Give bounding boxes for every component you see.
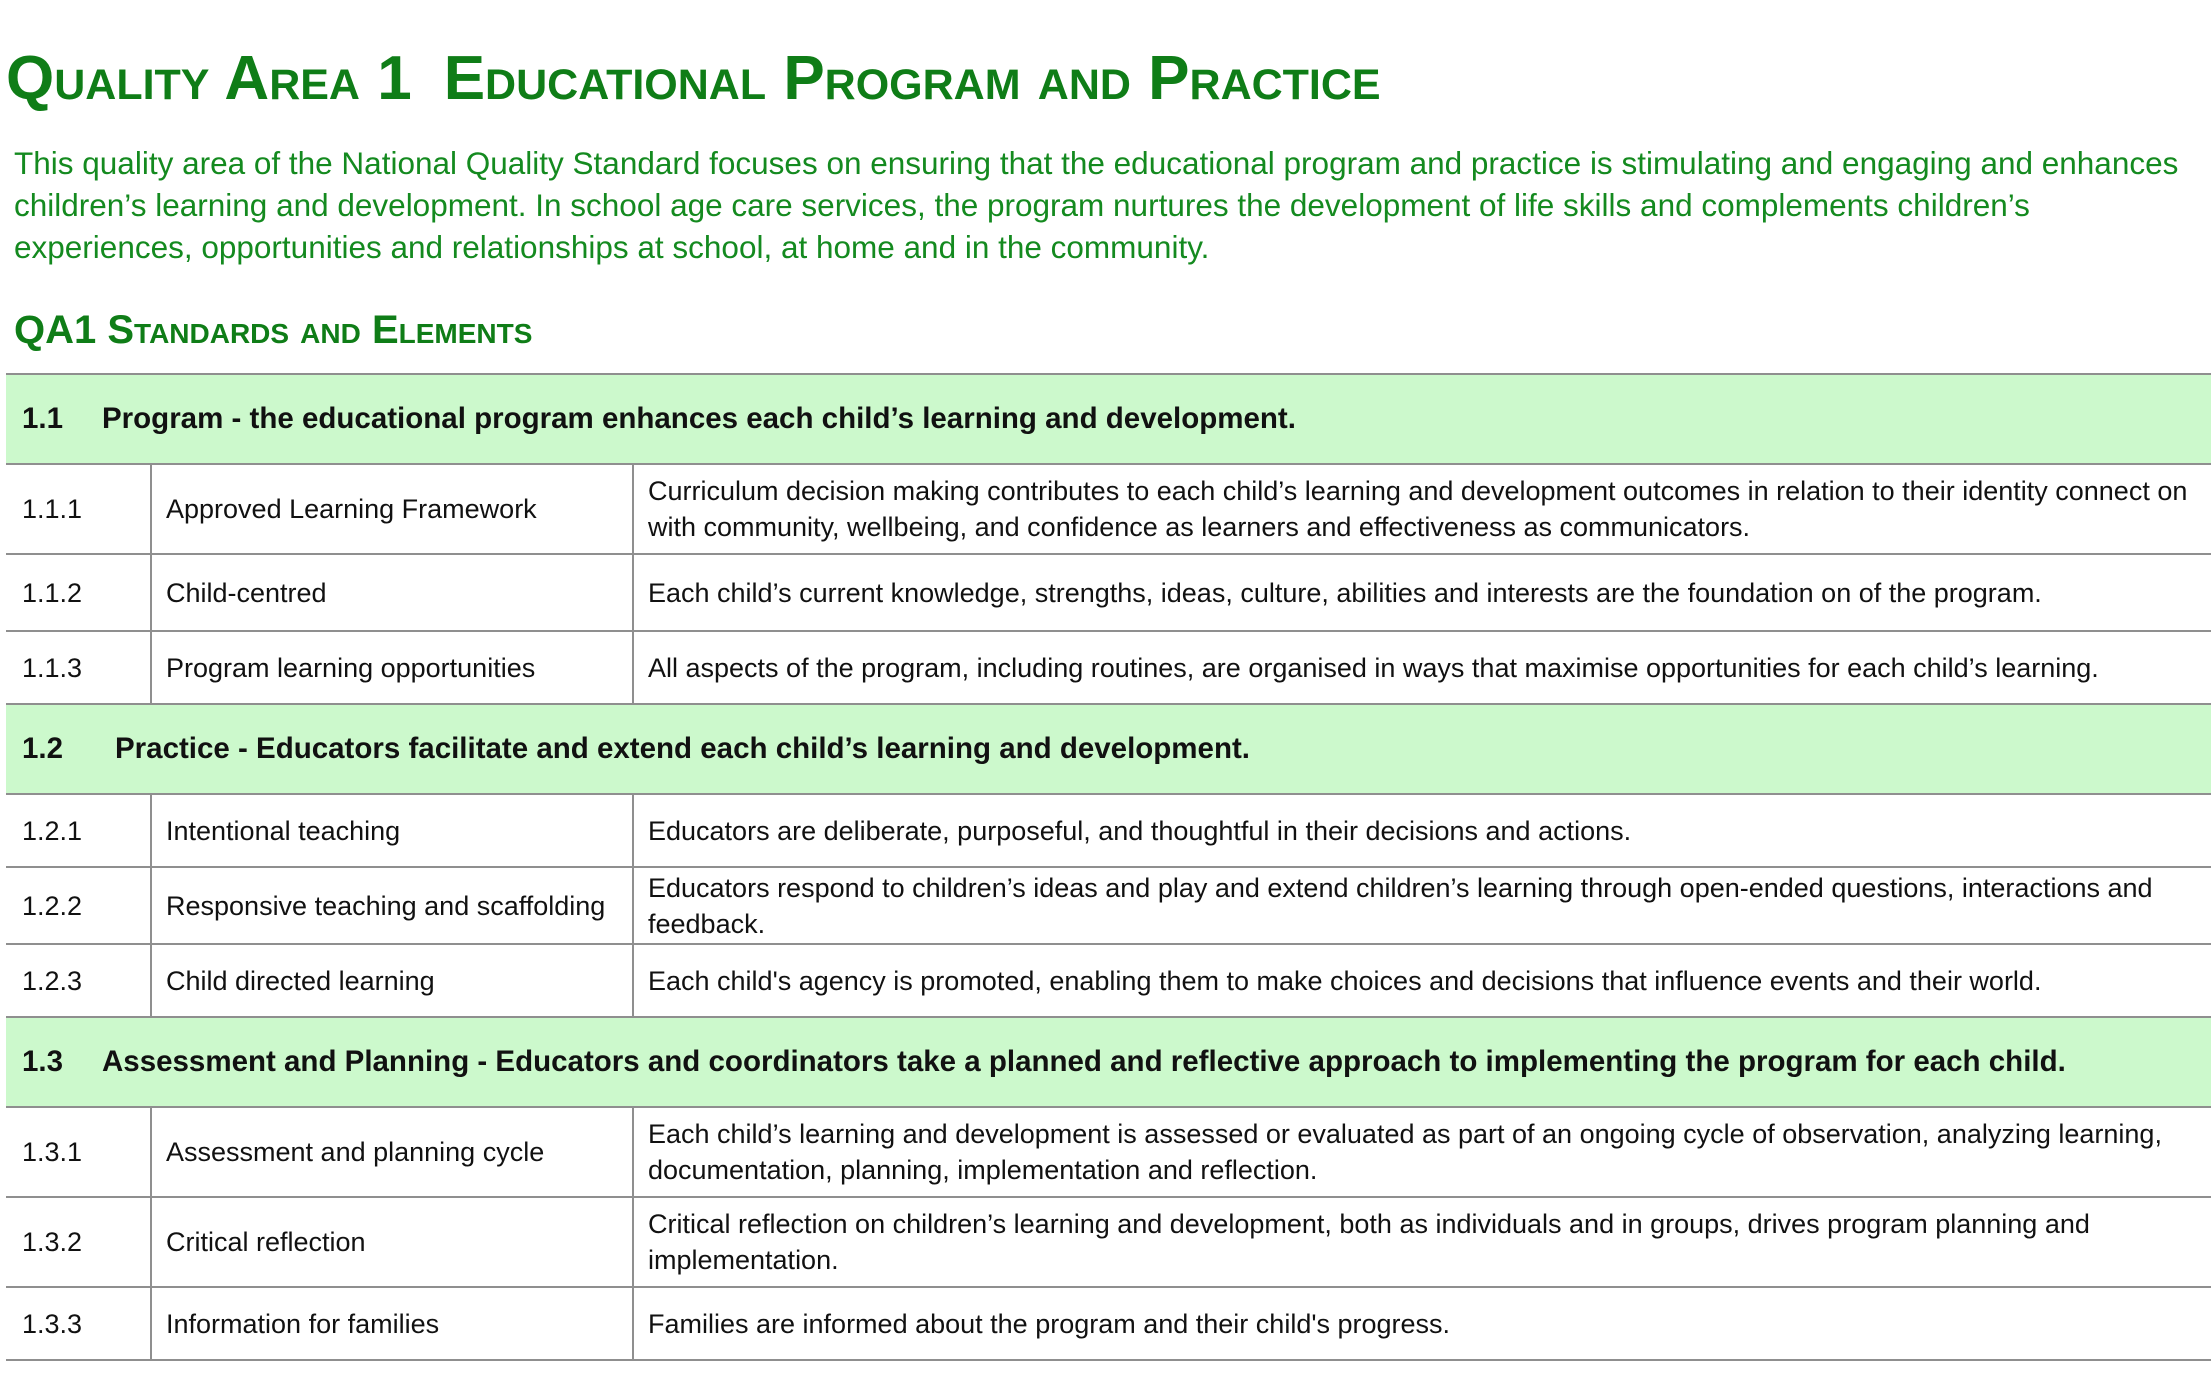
element-description: Curriculum decision making contributes to each child’s learning and development outcomes in relation to their identity connect on with community, wellbeing, and confidence as learners and effectiveness as communicators. [633, 464, 2211, 554]
element-number: 1.2.3 [6, 944, 151, 1017]
element-row [6, 554, 2211, 631]
element-description: Each child’s learning and development is assessed or evaluated as part of an ongoing cycle of observation, analyzing learning, documentation, planning, implementation and reflection. [633, 1107, 2211, 1197]
element-name: Critical reflection [151, 1197, 633, 1287]
element-row [6, 794, 2211, 867]
standard-title: Assessment and Planning - Educators and coordinators take a planned and reflective approach to implementing the program for each child. [102, 1045, 2066, 1078]
element-description: All aspects of the program, including routines, are organised in ways that maximise opportunities for each child’s learning. [633, 631, 2211, 704]
element-name: Child-centred [151, 554, 633, 631]
element-name: Responsive teaching and scaffolding [151, 867, 633, 944]
element-number: 1.3.1 [6, 1107, 151, 1197]
element-number: 1.3.2 [6, 1197, 151, 1287]
element-name: Program learning opportunities [151, 631, 633, 704]
element-description: Each child’s current knowledge, strengths, ideas, culture, abilities and interests are the foundation on of the program. [633, 554, 2211, 631]
element-number: 1.1.3 [6, 631, 151, 704]
standard-row [6, 704, 2211, 794]
element-number: 1.2.2 [6, 867, 151, 944]
element-description: Critical reflection on children’s learning and development, both as individuals and in groups, drives program planning and implementation. [633, 1197, 2211, 1287]
element-description: Families are informed about the program and their child's progress. [633, 1287, 2211, 1360]
section-subheading: QA1 Standards and Elements [14, 308, 533, 352]
element-row [6, 631, 2211, 704]
element-description: Educators are deliberate, purposeful, and thoughtful in their decisions and actions. [633, 794, 2211, 867]
element-name: Child directed learning [151, 944, 633, 1017]
element-row [6, 464, 2211, 554]
element-row [6, 944, 2211, 1017]
element-number: 1.1.1 [6, 464, 151, 554]
element-name: Information for families [151, 1287, 633, 1360]
element-name: Assessment and planning cycle [151, 1107, 633, 1197]
standard-number: 1.3 [22, 1045, 64, 1078]
standard-number: 1.2 [22, 732, 64, 765]
element-number: 1.3.3 [6, 1287, 151, 1360]
element-name: Approved Learning Framework [151, 464, 633, 554]
standard-cell [6, 1017, 2211, 1107]
title-area-name: Educational Program and Practice [443, 44, 1381, 113]
standard-number: 1.1 [22, 402, 64, 435]
element-name: Intentional teaching [151, 794, 633, 867]
element-number: 1.2.1 [6, 794, 151, 867]
standard-cell [6, 704, 2211, 794]
standard-cell [6, 374, 2211, 464]
element-row [6, 1197, 2211, 1287]
standard-title: Practice - Educators facilitate and extend each child’s learning and development. [115, 732, 1250, 765]
standards-table [6, 373, 2211, 1361]
standard-row [6, 1017, 2211, 1107]
standard-row [6, 374, 2211, 464]
standard-title: Program - the educational program enhances each child’s learning and development. [102, 402, 1296, 435]
title-quality-area: Quality Area 1 [6, 44, 412, 113]
element-description: Each child's agency is promoted, enabling them to make choices and decisions that influence events and their world. [633, 944, 2211, 1017]
element-number: 1.1.2 [6, 554, 151, 631]
element-row [6, 1107, 2211, 1197]
element-description: Educators respond to children’s ideas and play and extend children’s learning through open-ended questions, interactions and feedback. [633, 867, 2211, 944]
page-title [6, 34, 1381, 124]
intro-paragraph: This quality area of the National Quality Standard focuses on ensuring that the educational program and practice is stimulating and engaging and enhances children’s learning and development. In school age care services, the program nurtures the development of life skills and complements children’s experiences, opportunities and relationships at school, at home and in the community. [14, 145, 2179, 265]
element-row [6, 1287, 2211, 1360]
element-row [6, 867, 2211, 944]
